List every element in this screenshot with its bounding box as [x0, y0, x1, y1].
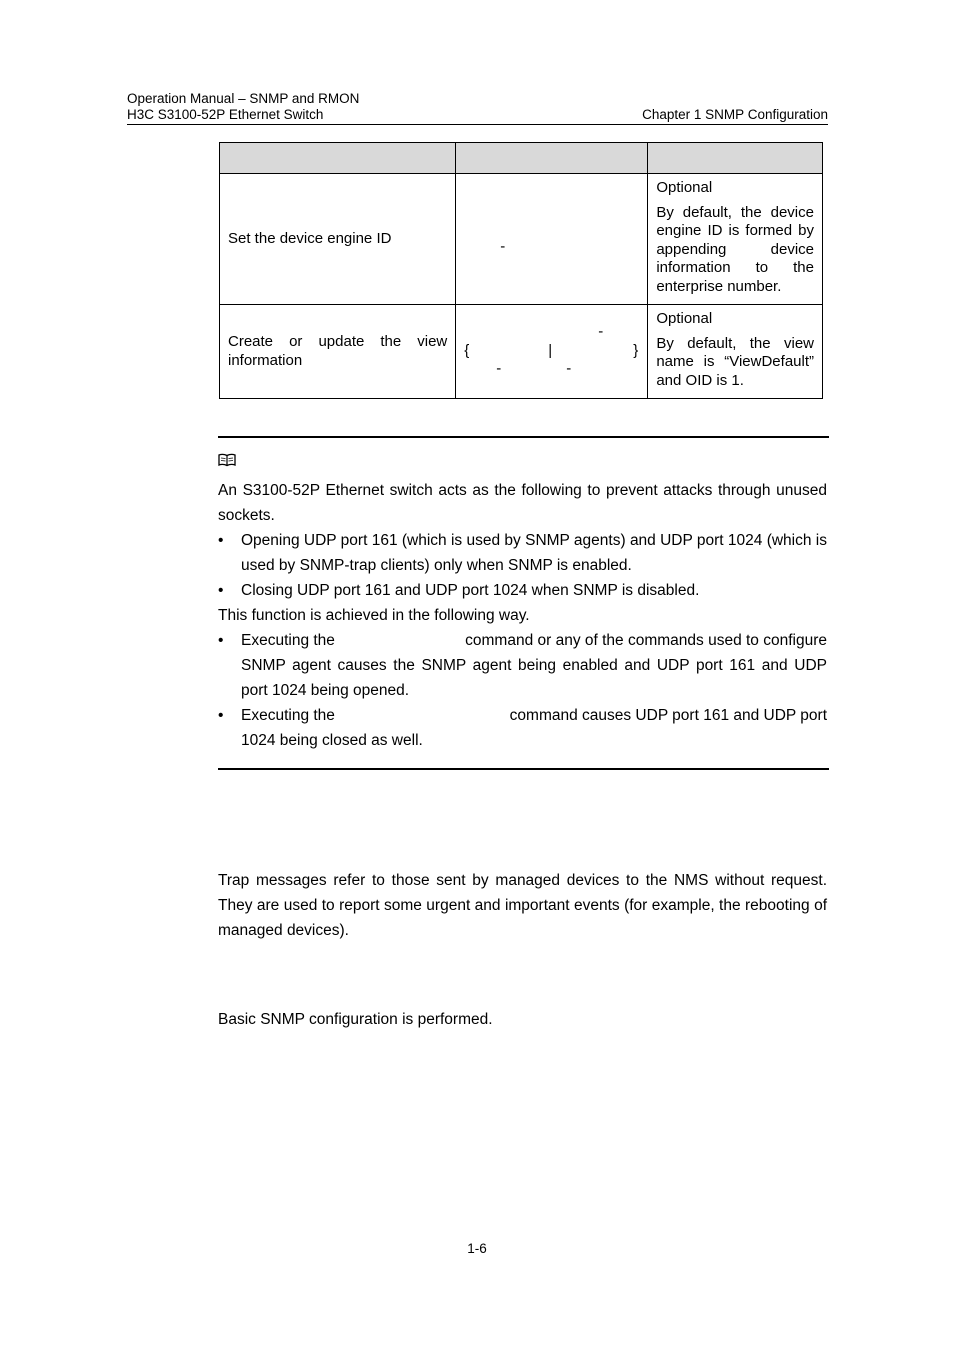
- remarks-detail: By default, the view name is “ViewDefault” and OID is 1.: [656, 334, 814, 389]
- list-item: [218, 578, 827, 603]
- note-middle: This function is achieved in the following way.: [218, 607, 530, 624]
- command-dash: -: [496, 360, 502, 377]
- prerequisite-paragraph: Basic SNMP configuration is performed.: [218, 1011, 493, 1028]
- trap-paragraph: Trap messages refer to those sent by managed devices to the NMS without request. They are used to report some urgent and important events (for example, the rebooting of managed devices).: [218, 872, 827, 939]
- remarks-detail: By default, the device engine ID is formed by appending device information to the enterprise number.: [656, 203, 814, 295]
- header-cell-remarks: [648, 143, 823, 174]
- bullet-icon: •: [218, 582, 224, 599]
- command-brace-close: }: [633, 342, 639, 359]
- list-item-text: Closing UDP port 161 and UDP port 1024 when SNMP is disabled.: [241, 582, 700, 599]
- product-name: H3C S3100-52P Ethernet Switch: [127, 107, 324, 122]
- list-item: [218, 628, 827, 703]
- operation-text: Create or update the view information: [228, 333, 448, 369]
- bullet-icon: •: [218, 532, 224, 549]
- list-item-text-end: command causes UDP port 161 and UDP port: [509, 707, 827, 724]
- command-pipe: |: [548, 342, 553, 359]
- table-row: [220, 305, 823, 399]
- list-item: [218, 528, 827, 578]
- list-item-text-end: command or any of the commands used to configure: [465, 632, 827, 649]
- header-cell-command: [456, 143, 648, 174]
- remarks-cell: [648, 174, 823, 305]
- command-fragment: -: [500, 238, 506, 255]
- remarks-optional: Optional: [656, 310, 713, 327]
- command-cell: [456, 305, 648, 399]
- manual-title: Operation Manual – SNMP and RMON: [127, 91, 360, 106]
- command-brace-open: {: [464, 342, 470, 359]
- table-header-row: [220, 143, 823, 174]
- command-cell: [456, 174, 648, 305]
- list-item-text: SNMP agent causes the SNMP agent being enabled and UDP port 161 and UDP port 1024 being opened.: [241, 657, 827, 699]
- command-dash: -: [566, 360, 572, 377]
- operation-text: Set the device engine ID: [228, 229, 392, 247]
- command-dash: -: [598, 323, 604, 340]
- configuration-table: [219, 142, 823, 399]
- list-item-text: Opening UDP port 161 (which is used by SNMP agents) and UDP port 1024 (which is used by SNMP-trap clients) only when SNMP is enabled.: [241, 532, 827, 574]
- note-top-rule: [218, 436, 829, 438]
- header-cell-operation: [220, 143, 456, 174]
- note-intro: An S3100-52P Ethernet switch acts as the following to prevent attacks through unused sockets.: [218, 482, 827, 524]
- list-item-text: 1024 being closed as well.: [241, 732, 423, 749]
- open-book-icon: [218, 452, 236, 468]
- list-item-text-start: Executing the: [241, 707, 335, 724]
- operation-cell: [220, 305, 456, 399]
- list-item-text-start: Executing the: [241, 632, 335, 649]
- bullet-icon: •: [218, 707, 224, 724]
- list-item: [218, 703, 827, 753]
- operation-cell: [220, 174, 456, 305]
- table-row: [220, 174, 823, 305]
- chapter-title: Chapter 1 SNMP Configuration: [642, 107, 828, 122]
- note-bottom-rule: [218, 768, 829, 770]
- page-number: 1-6: [467, 1241, 487, 1256]
- remarks-optional: Optional: [656, 179, 713, 196]
- remarks-cell: [648, 305, 823, 399]
- bullet-icon: •: [218, 632, 224, 649]
- header-rule: [127, 124, 828, 125]
